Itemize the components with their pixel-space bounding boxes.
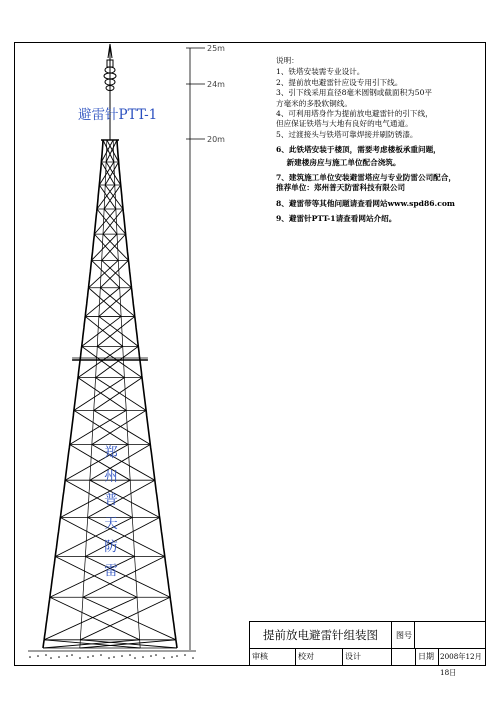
note-item: 9、避雷针PTT-1请查看网站介绍。 <box>276 214 397 224</box>
note-item: 8、避雷带等其他问题请查看网站www.spd86.com <box>276 198 455 208</box>
drawing-number <box>392 622 485 649</box>
note-item: 6、此铁塔安装于楼顶，需要考虑楼板承重问题， <box>276 145 441 155</box>
date-label-cell: 日期 <box>416 649 439 665</box>
height-scale <box>186 48 205 650</box>
vertical-char: 普 <box>104 492 118 508</box>
ground-hatching <box>29 654 194 659</box>
note-item: 7、建筑施工单位安装避雷塔应与专业防雷公司配合， 推荐单位：郑州普天防雷科技有限公司 <box>276 173 456 193</box>
review-cell: 审核 <box>250 649 296 665</box>
scale-label-20m: 20m <box>207 135 225 144</box>
note-item: 新建楼房应与施工单位配合浇筑。 <box>276 157 401 167</box>
note-item: 4、可利用塔身作为提前放电避雷针的引下线， 但应保证铁塔与大地有良好的电气通道。 <box>276 109 433 129</box>
drawing-title: 提前放电避雷针组装图 <box>250 622 392 649</box>
vertical-char: 州 <box>104 468 118 485</box>
date-value-cell: 2008年12月18日 <box>440 652 482 677</box>
tower-label: 避雷针PTT-1 <box>78 107 158 123</box>
title-block <box>249 621 486 677</box>
note-item: 5、过渡接头与铁塔可靠焊接并刷防锈漆。 <box>276 129 418 139</box>
scale-label-25m: 25m <box>207 44 225 53</box>
note-item: 1、铁塔安装需专业设计。 <box>276 67 365 77</box>
lightning-rod <box>104 44 116 140</box>
notes-heading: 说明： <box>276 56 299 65</box>
note-item: 3、引下线采用直径8毫米圆钢或截面积为50平 方毫米的多股软铜线。 <box>276 88 433 108</box>
design-cell: 设计 <box>343 649 392 665</box>
vertical-char: 雷 <box>104 562 118 579</box>
drawing-number-label: 图号 <box>396 631 412 640</box>
signature-row <box>250 649 485 677</box>
vertical-char: 防 <box>104 539 118 555</box>
company-vertical-text <box>103 442 119 583</box>
scale-label-24m: 24m <box>207 80 225 89</box>
notes-block <box>276 56 481 225</box>
blank-cell <box>392 649 416 665</box>
vertical-char: 郑 <box>104 445 118 461</box>
note-item: 2、提前放电避雷针应设专用引下线。 <box>276 77 403 87</box>
vertical-char: 天 <box>104 515 118 532</box>
check-cell: 校对 <box>296 649 343 665</box>
notes-list <box>276 67 481 224</box>
